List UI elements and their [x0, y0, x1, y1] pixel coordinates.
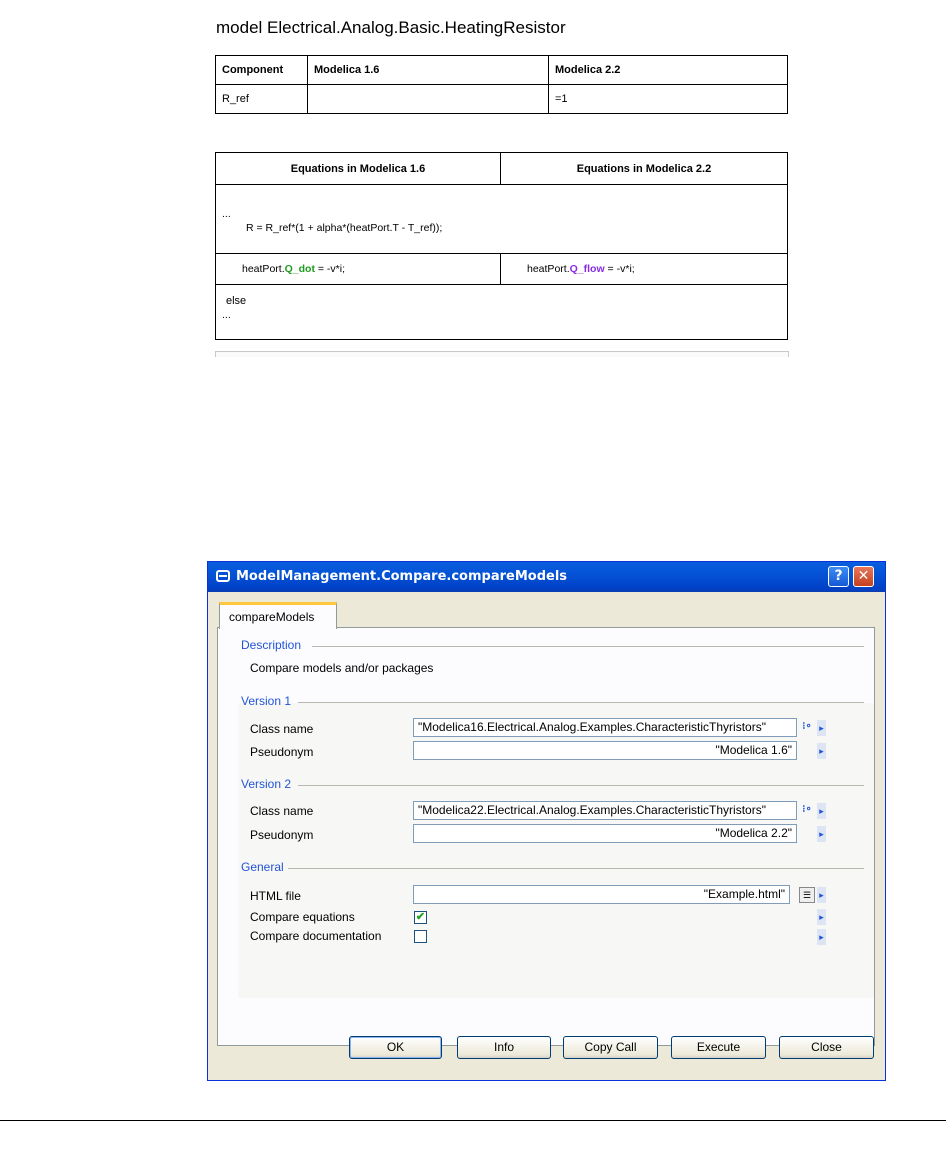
pseudonym-label: Pseudonym: [250, 745, 314, 759]
group-version-2: Version 2: [241, 777, 292, 791]
info-button[interactable]: Info: [457, 1036, 551, 1059]
table-cell: R_ref: [216, 85, 308, 114]
version2-pseudonym-input[interactable]: "Modelica 2.2": [413, 824, 797, 843]
compare-models-dialog: [207, 561, 886, 1081]
expand-arrow-icon[interactable]: ▸: [817, 803, 826, 819]
table-row: [216, 185, 788, 254]
expand-arrow-icon[interactable]: ▸: [817, 743, 826, 759]
equation-var-q-flow: Q_flow: [569, 263, 605, 275]
equation-cell-left: [216, 254, 501, 285]
expand-arrow-icon[interactable]: ▸: [817, 929, 826, 945]
model-title: model Electrical.Analog.Basic.HeatingResistor: [216, 18, 566, 37]
table-row: [216, 285, 788, 340]
tab-panel: [217, 627, 875, 1046]
group-general: General: [241, 860, 284, 874]
copy-call-button[interactable]: Copy Call: [563, 1036, 658, 1059]
browse-class-icon[interactable]: ⁝∘: [802, 804, 812, 815]
page-bottom-rule: [0, 1120, 946, 1121]
equation-cell-right: [501, 254, 788, 285]
table-header: Equations in Modelica 2.2: [501, 153, 788, 185]
tab-compare-models[interactable]: compareModels: [219, 602, 337, 629]
compare-documentation-checkbox[interactable]: [414, 930, 427, 943]
pseudonym-label: Pseudonym: [250, 828, 314, 842]
group-description: Description: [241, 638, 302, 652]
execute-button[interactable]: Execute: [671, 1036, 766, 1059]
group-divider: [312, 646, 864, 647]
equation-line: R = R_ref*(1 + alpha*(heatPort.T - T_ref));: [246, 222, 443, 234]
version1-class-name-input[interactable]: "Modelica16.Electrical.Analog.Examples.CharacteristicThyristors": [413, 718, 797, 737]
browse-class-icon[interactable]: ⁝∘: [802, 721, 812, 732]
html-file-label: HTML file: [250, 889, 301, 903]
compare-equations-label: Compare equations: [250, 910, 355, 924]
group-divider: [288, 868, 864, 869]
table-header: Component: [216, 56, 308, 85]
table-cell: =1: [549, 85, 788, 114]
expand-arrow-icon[interactable]: ▸: [817, 887, 826, 903]
group-divider: [298, 785, 864, 786]
expand-arrow-icon[interactable]: ▸: [817, 909, 826, 925]
group-divider: [298, 702, 864, 703]
table-header: Modelica 1.6: [308, 56, 549, 85]
equation-suffix: = -v*i;: [604, 263, 635, 275]
class-name-label: Class name: [250, 722, 314, 736]
list-icon[interactable]: ☰: [799, 887, 815, 903]
table-row: [216, 85, 788, 114]
group-version-1: Version 1: [241, 694, 292, 708]
equation-var-q-dot: Q_dot: [284, 263, 315, 275]
equation-suffix: = -v*i;: [314, 263, 346, 275]
help-button[interactable]: ?: [828, 566, 849, 587]
compare-documentation-label: Compare documentation: [250, 929, 382, 943]
else-keyword: else: [226, 295, 247, 307]
dialog-titlebar[interactable]: [208, 562, 885, 592]
compare-equations-checkbox[interactable]: ✔: [415, 911, 426, 923]
equations-table: [215, 152, 788, 340]
window-icon: [216, 570, 230, 582]
close-window-button[interactable]: ✕: [853, 566, 874, 587]
class-name-label: Class name: [250, 804, 314, 818]
component-table: [215, 55, 788, 114]
html-file-input[interactable]: "Example.html": [413, 885, 790, 904]
table-header: Modelica 2.2: [549, 56, 788, 85]
table-cell: [308, 85, 549, 114]
dialog-title: ModelManagement.Compare.compareModels: [236, 569, 568, 584]
horizontal-rule: [215, 351, 789, 357]
ellipsis: ...: [222, 309, 231, 321]
close-button[interactable]: Close: [779, 1036, 874, 1059]
expand-arrow-icon[interactable]: ▸: [817, 826, 826, 842]
ok-button[interactable]: OK: [349, 1036, 442, 1059]
version1-pseudonym-input[interactable]: "Modelica 1.6": [413, 741, 797, 760]
expand-arrow-icon[interactable]: ▸: [817, 720, 826, 736]
version2-class-name-input[interactable]: "Modelica22.Electrical.Analog.Examples.CharacteristicThyristors": [413, 801, 797, 820]
ellipsis: ...: [222, 208, 231, 220]
table-row: [216, 254, 788, 285]
equation-prefix: heatPort.: [527, 263, 570, 275]
equation-prefix: heatPort.: [242, 263, 285, 275]
description-text: Compare models and/or packages: [250, 661, 434, 675]
table-header: Equations in Modelica 1.6: [216, 153, 501, 185]
